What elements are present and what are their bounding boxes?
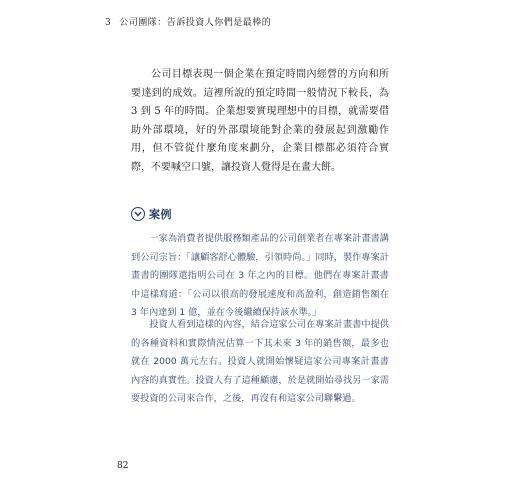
- running-header: [105, 15, 271, 28]
- body-paragraph: 公司目標表現一個企業在預定時間內經營的方向和所要達到的成效。這裡所說的預定時間一般情況下較長，為 3 到 5 年的時間。企業想要實現理想中的目標，就需要借助外部環境，好的外部環境能對企業的發展起到激勵作用，但不管從什麼角度來劃分，企業目標都必須符合實際，不要喊空口號，讓投資人覺得是在畫大餅。: [131, 69, 389, 173]
- chapter-title: 公司團隊：告訴投資人你們是最棒的: [119, 18, 272, 28]
- chevron-down-circle-icon: [131, 207, 145, 221]
- case-section-title: 案例: [149, 208, 172, 221]
- chapter-number: 3: [105, 18, 112, 28]
- case-paragraph: 一家為消費者提供服務類產品的公司創業者在專案計畫書講到公司宗旨：「讓顧客舒心體驗，引領時尚。」同時，製作專案計畫書的團隊還指明公司在 3 年之內的目標。他們在專案計畫書中這樣寫道：「公司以很高的發展速度和高盈利，創造銷售額在 3 年內達到 1 億，並在今後繼續保持該水準。」: [131, 233, 389, 319]
- case-section-heading: [131, 205, 172, 223]
- case-paragraph: 投資人看到這樣的內容，結合這家公司在專案計畫書中提供的各種資料和實際情況估算一下其未來 3 年的銷售額，最多也就在 2000 萬元左右。投資人就開始懷疑這家公司專案計畫書內容的真實性。投資人有了這種顧慮，於是就開始尋找另一家需要投資的公司來合作，之後，再沒有和這家公司聯繫過。: [131, 319, 389, 405]
- page-number: 82: [117, 461, 129, 471]
